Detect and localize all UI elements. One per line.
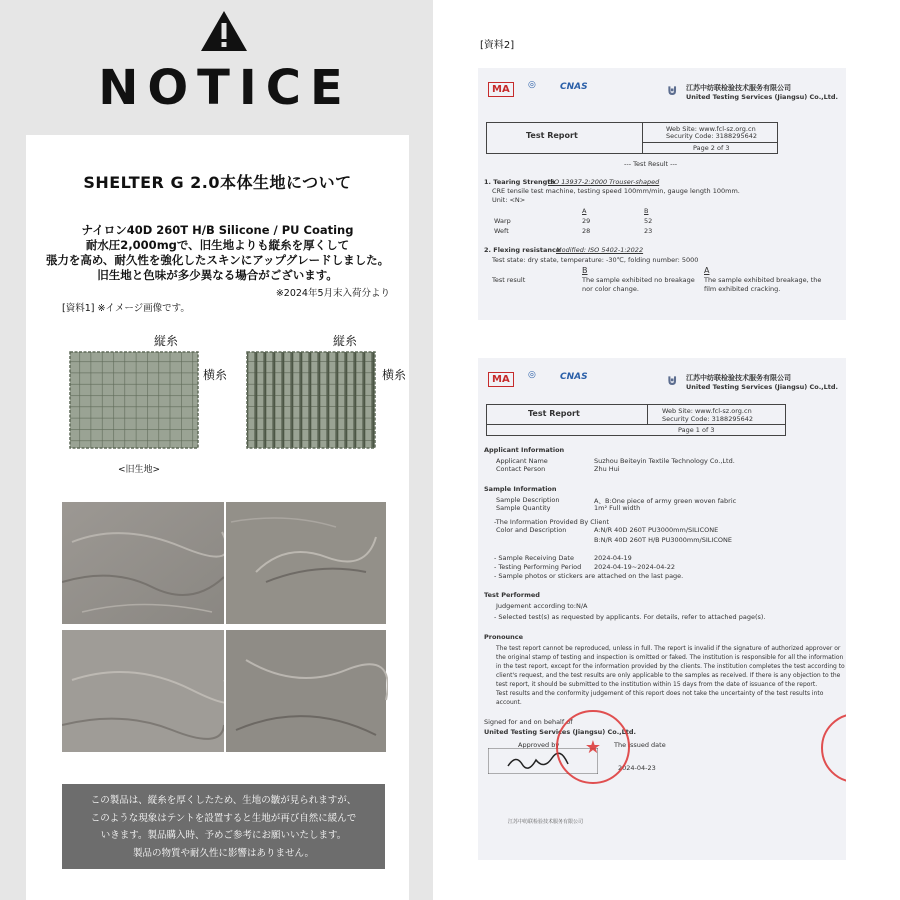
spec-line: 旧生地と色味が多少異なる場合がございます。 [97,268,338,282]
official-stamp [554,708,632,786]
notice-heading: NOTICE [98,60,352,116]
warp-label: 縦糸 [154,334,179,348]
official-stamp-partial [818,708,846,788]
report-website: Web Site: www.fcl-sz.org.cn [666,125,756,133]
pronounce-line: Test results and the conformity judgement of this report does not take the uncertainty of the test results into [496,690,824,697]
flex-column-b: B [582,266,588,275]
sample-description-label: Sample Description [496,496,560,504]
test-result-label: Test result [492,276,526,284]
issued-date-value: 2024-04-23 [618,764,656,772]
fabric-wrinkle-photo [62,502,224,624]
report-security-code: Security Code: 3188295642 [666,132,758,140]
color-description-label: Color and Description [496,526,567,534]
fabric-wrinkle-photo [226,630,388,752]
column-b: B [644,207,649,215]
sample-quantity-value: 1m² Full width [594,504,641,512]
client-info-note: -The Information Provided By Client [494,518,610,526]
old-fabric-diagram [68,350,200,450]
footer-address-line: 江苏中纺联检验技术服务有限公司 [508,819,584,825]
applicant-info-title: Applicant Information [484,446,565,454]
ma-logo: MA [488,82,514,97]
pronounce-line: account. [496,699,522,706]
pronounce-title: Pronounce [484,633,524,641]
approved-by-label: Approved by [518,741,560,749]
svg-text:★: ★ [584,737,602,758]
flexing-resistance-title: 2. Flexing resistance [484,246,561,254]
report-title: Test Report [526,131,578,140]
sample-quantity-label: Sample Quantity [496,504,551,512]
notice-line: 製品の物質や耐久性に影響はありません。 [132,847,315,859]
spec-line: ナイロン40D 260T H/B Silicone / PU Coating [81,223,354,237]
color-description-a: A:N/R 40D 260T PU3000mm/SILICONE [594,526,719,534]
sample-description-value: A、B:One piece of army green woven fabric [594,497,737,505]
pronounce-line: The test report cannot be reproduced, unless in full. The report is invalid if the signature of authorized approver or [496,645,841,652]
ilac-mra-logo-icon: ◎ [528,80,536,90]
new-fabric-diagram [245,350,377,450]
report-page-number: Page 1 of 3 [678,426,715,434]
fabric-wrinkle-photo [226,502,388,624]
ilac-mra-logo-icon: ◎ [528,370,536,380]
weft-a-value: 28 [582,227,591,235]
weft-label: 横糸 [382,368,407,382]
notice-title: SHELTER G 2.0本体生地について [83,173,352,192]
weft-row-label: Weft [494,227,509,235]
weft-b-value: 23 [644,227,653,235]
spec-line: 張力を高め、耐久性を強化したスキンにアップグレードしました。 [45,253,390,267]
flexing-state: Test state: dry state, temperature: -30℃, folding number: 5000 [492,256,699,264]
test-report-page-2 [478,68,846,320]
sample-photos-note: - Sample photos or stickers are attached on the last page. [494,572,684,580]
pronounce-line: test report, it should be submitted to the institution within 15 days from the date of issuance of the report. [496,681,818,688]
tearing-description: CRE tensile test machine, testing speed 100mm/min, gauge length 100mm. [492,187,740,195]
warp-label: 縦糸 [333,334,358,348]
judgement-line: Judgement according to:N/A [496,602,588,610]
pronounce-line: in the test report, except for the information provided by the clients. The institution completes the test according to [496,663,845,670]
uts-logo-icon: ⊍ [666,81,679,99]
old-fabric-label: <旧生地> [118,465,161,475]
tearing-unit: Unit: <N> [492,196,526,204]
cnas-logo: CNAS [560,82,588,92]
test-report-page-1 [478,358,846,860]
test-performed-title: Test Performed [484,591,540,599]
warp-row-label: Warp [494,217,511,225]
lab-name-cn: 江苏中纺联检验技术服务有限公司 [686,374,791,382]
applicant-name-label: Applicant Name [496,457,548,465]
warp-a-value: 29 [582,217,591,225]
ma-logo: MA [488,372,514,387]
pronounce-line: the original stamp of testing and inspection is omitted or faked. The institution is responsible for all the information [496,654,844,661]
report-title: Test Report [528,409,580,418]
date-note: ※2024年5月末入荷分より [275,288,390,299]
test-result-header: --- Test Result --- [624,160,678,168]
report-page-number: Page 2 of 3 [693,144,730,152]
notice-line: いきます。製品購入時、予めご参考にお願いいたします。 [100,830,347,841]
notice-line: この製品は、縦糸を厚くしたため、生地の皺が見られますが、 [90,795,357,806]
selected-tests-line: - Selected test(s) as requested by applicants. For details, refer to attached page(s). [494,613,766,621]
tearing-standard: ISO 13937-2:2000 Trouser-shaped [548,178,660,186]
lab-name-en: United Testing Services (Jiangsu) Co.,Ltd. [686,383,839,391]
color-description-b: B:N/R 40D 260T H/B PU3000mm/SILICONE [594,536,732,544]
flex-result-b: The sample exhibited no breakage nor color change. [582,276,695,293]
testing-period-label: - Testing Performing Period [494,563,582,571]
column-a: A [582,207,587,215]
reference-1-caption: [資料1] ※イメージ画像です。 [62,303,190,314]
warning-icon [200,10,248,52]
signed-company: United Testing Services (Jiangsu) Co.,Ltd. [484,728,637,736]
wrinkle-notice-box [62,784,385,869]
weft-label: 横糸 [203,368,228,382]
uts-logo-icon: ⊍ [666,371,679,389]
pronounce-line: client's request, and the test results are only applicable to the samples as received. If there is any objection to the [496,672,841,679]
issued-date-label: The issued date [614,741,666,749]
contact-person-value: Zhu Hui [594,465,620,473]
testing-period-value: 2024-04-19~2024-04-22 [594,563,675,571]
contact-person-label: Contact Person [496,465,546,473]
notice-line: このような現象はテントを設置すると生地が再び自然に緩んで [90,812,357,824]
flex-column-a: A [704,266,710,275]
sample-info-title: Sample Information [484,485,557,493]
reference-2-caption: [資料2] [480,40,515,51]
tearing-strength-title: 1. Tearing Strength [484,178,556,186]
lab-name-en: United Testing Services (Jiangsu) Co.,Ltd. [686,93,839,101]
lab-name-cn: 江苏中纺联检验技术服务有限公司 [686,84,791,92]
applicant-name-value: Suzhou Beiteyin Textile Technology Co.,Ltd. [594,457,735,465]
cnas-logo: CNAS [560,372,588,382]
flexing-standard: Modified: ISO 5402-1:2022 [556,246,644,254]
report-website: Web Site: www.fcl-sz.org.cn [662,407,752,415]
fabric-wrinkle-photo [62,630,224,752]
spec-line: 耐水圧2,000mgで、旧生地よりも縦糸を厚くして [85,238,350,252]
receiving-date-label: - Sample Receiving Date [494,554,574,562]
warp-b-value: 52 [644,217,653,225]
flex-result-a: The sample exhibited breakage, the film exhibited cracking. [704,276,822,293]
signed-for-line: Signed for and on behalf of [484,718,573,726]
report-security-code: Security Code: 3188295642 [662,415,754,423]
receiving-date-value: 2024-04-19 [594,554,632,562]
